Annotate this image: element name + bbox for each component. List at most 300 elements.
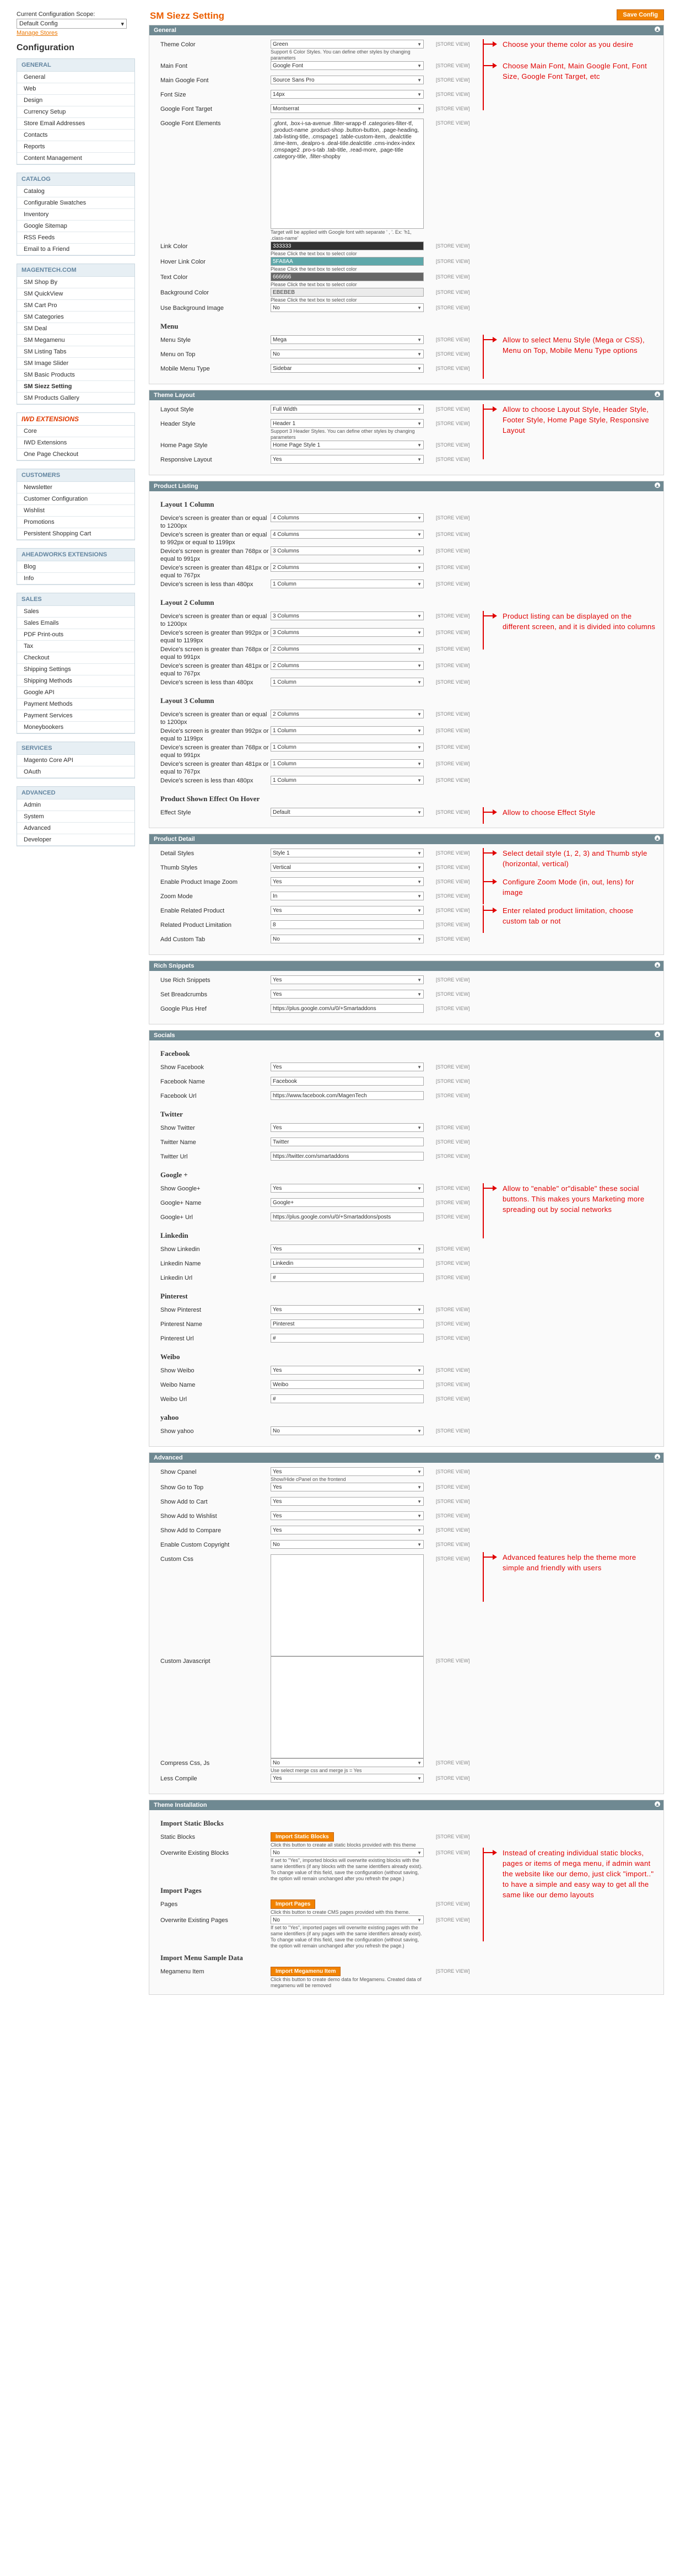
select-field[interactable] xyxy=(271,808,424,817)
field-label: Show Go to Top xyxy=(160,1484,204,1491)
scope-tag: [STORE VIEW] xyxy=(436,457,470,462)
field-control xyxy=(271,863,425,872)
text-input[interactable]: Pinterest xyxy=(271,1319,424,1328)
select-field[interactable] xyxy=(271,906,424,915)
select-field[interactable] xyxy=(271,743,424,752)
arrow-right-icon xyxy=(483,812,496,813)
sidebar-group-title: SERVICES xyxy=(17,742,134,755)
sidebar-item[interactable]: RSS Feeds xyxy=(17,232,134,244)
sidebar-item[interactable]: Magento Core API xyxy=(17,755,134,766)
field-label: Show Weibo xyxy=(160,1367,195,1374)
sidebar-item[interactable]: Customer Configuration xyxy=(17,493,134,505)
select-field[interactable] xyxy=(271,1774,424,1783)
sidebar-item[interactable]: Info xyxy=(17,573,134,584)
text-input[interactable]: Facebook xyxy=(271,1077,424,1086)
sidebar-item[interactable]: SM Siezz Setting xyxy=(17,381,134,393)
select-value: Yes xyxy=(273,1484,282,1490)
select-field[interactable] xyxy=(271,759,424,768)
arrow-right-icon xyxy=(483,1557,496,1558)
section-title: Rich Snippets xyxy=(154,963,195,969)
sidebar-item[interactable]: Google API xyxy=(17,687,134,699)
select-field[interactable] xyxy=(271,335,424,344)
section-title: Theme Installation xyxy=(154,1802,207,1808)
select-field[interactable] xyxy=(271,61,424,70)
field-label: Megamenu Item xyxy=(160,1968,204,1975)
field-label: Background Color xyxy=(160,289,209,296)
scope-tag: [STORE VIEW] xyxy=(436,1484,470,1490)
scope-tag: [STORE VIEW] xyxy=(436,532,470,537)
sidebar-item[interactable]: Newsletter xyxy=(17,482,134,493)
field-note: Please Click the text box to select color xyxy=(271,297,357,303)
sidebar-group xyxy=(17,593,135,734)
field-label: Google+ Name xyxy=(160,1200,202,1206)
sidebar-item[interactable]: General xyxy=(17,72,134,83)
collapse-icon[interactable]: ▴ xyxy=(655,1801,660,1807)
section-header[interactable] xyxy=(149,961,663,971)
google-font-elements-textarea[interactable]: .gfont, .box-i-sa-avenue .filter-wrapp-tf .categories-filter-tf, .product-name .product-shop .button-button, .page-heading, .tab-listing-title, .cmspage1 .table-custom-item, .dealctitle .time-item, .dealpro-s .deal-title.dealctitle .cms-index-index .cmspage2 .pro-s-tab .tab-title, .read-more, .page-title .category-title, .filter-shopby xyxy=(271,119,424,229)
select-value: Yes xyxy=(273,1185,282,1192)
config-row xyxy=(160,990,657,1004)
config-row xyxy=(160,975,657,990)
sidebar-item[interactable]: Shipping Settings xyxy=(17,664,134,675)
field-note: Support 3 Header Styles. You can define other styles by changing parameters xyxy=(271,428,415,440)
sidebar-item[interactable]: SM Products Gallery xyxy=(17,393,134,404)
collapse-icon[interactable]: ▴ xyxy=(655,391,660,397)
scope-tag: [STORE VIEW] xyxy=(436,1093,470,1098)
sidebar-item[interactable]: Payment Services xyxy=(17,710,134,722)
sidebar-item[interactable]: Moneybookers xyxy=(17,722,134,733)
sidebar-item[interactable]: Tax xyxy=(17,641,134,652)
field-control xyxy=(271,645,425,653)
custom-css-textarea[interactable] xyxy=(271,1554,424,1656)
field-control xyxy=(271,1899,425,1915)
sidebar-item[interactable]: Email to a Friend xyxy=(17,244,134,255)
section-header[interactable] xyxy=(149,481,663,491)
import-static-blocks-button[interactable]: Import Static Blocks xyxy=(271,1832,334,1842)
field-control xyxy=(271,90,425,99)
chevron-down-icon: ▼ xyxy=(417,613,422,619)
field-control xyxy=(271,1077,425,1086)
section-header[interactable] xyxy=(149,1031,663,1040)
annotation xyxy=(490,1848,656,1941)
scope-tag: [STORE VIEW] xyxy=(436,1850,470,1855)
select-value: No xyxy=(273,1917,280,1923)
select-field[interactable] xyxy=(271,1526,424,1534)
field-control xyxy=(271,1004,425,1013)
scope-tag: [STORE VIEW] xyxy=(436,1078,470,1084)
field-control xyxy=(271,579,425,588)
collapse-icon[interactable]: ▴ xyxy=(655,835,660,841)
select-field[interactable] xyxy=(271,863,424,872)
config-row xyxy=(160,1319,657,1334)
field-label: Effect Style xyxy=(160,809,191,816)
text-input[interactable]: Weibo xyxy=(271,1380,424,1389)
scope-tag: [STORE VIEW] xyxy=(436,1307,470,1312)
subsection-heading: Google + xyxy=(160,1171,188,1179)
text-input[interactable]: https://plus.google.com/u/0/+Smartaddons/posts xyxy=(271,1212,424,1221)
field-label: Show Facebook xyxy=(160,1064,204,1071)
sidebar-item[interactable]: Catalog xyxy=(17,186,134,197)
sidebar-item[interactable]: Store Email Addresses xyxy=(17,118,134,130)
select-value: Yes xyxy=(273,1246,282,1252)
select-field[interactable] xyxy=(271,350,424,358)
select-field[interactable] xyxy=(271,628,424,637)
field-note: Please Click the text box to select color xyxy=(271,282,357,287)
select-field[interactable] xyxy=(271,455,424,464)
field-label: Twitter Name xyxy=(160,1139,196,1146)
select-field[interactable] xyxy=(271,1366,424,1375)
color-input[interactable]: EBEBEB xyxy=(271,288,424,297)
sidebar-item[interactable]: SM Megamenu xyxy=(17,335,134,346)
field-control xyxy=(271,661,425,670)
config-row xyxy=(160,579,657,594)
config-row xyxy=(160,513,657,530)
field-label: Show Add to Cart xyxy=(160,1499,208,1505)
select-field[interactable] xyxy=(271,1848,424,1857)
color-input[interactable]: 666666 xyxy=(271,272,424,281)
scope-tag: [STORE VIEW] xyxy=(436,337,470,342)
scope-tag: [STORE VIEW] xyxy=(436,581,470,587)
scope-tag: [STORE VIEW] xyxy=(436,1542,470,1547)
sidebar-item[interactable]: Persistent Shopping Cart xyxy=(17,528,134,540)
import-pages-button[interactable]: Import Pages xyxy=(271,1899,315,1909)
sidebar-item[interactable]: Advanced xyxy=(17,823,134,834)
field-control xyxy=(271,1137,425,1146)
sidebar-group xyxy=(17,58,135,165)
chevron-down-icon: ▼ xyxy=(417,991,422,997)
subsection-heading: Layout 2 Column xyxy=(160,598,214,607)
sidebar-item[interactable]: Sales xyxy=(17,606,134,618)
select-field[interactable] xyxy=(271,1483,424,1491)
field-label: Zoom Mode xyxy=(160,893,193,900)
sidebar-item[interactable]: Reports xyxy=(17,141,134,153)
config-row xyxy=(160,1656,657,1758)
field-label: Device's screen is less than 480px xyxy=(160,581,253,588)
select-field[interactable] xyxy=(271,419,424,428)
manage-stores-link[interactable]: Manage Stores xyxy=(17,30,58,36)
field-control xyxy=(271,1198,425,1207)
sidebar-item[interactable]: Promotions xyxy=(17,517,134,528)
collapse-icon[interactable]: ▴ xyxy=(655,1454,660,1459)
scope-tag: [STORE VIEW] xyxy=(436,1006,470,1011)
field-label: Header Style xyxy=(160,421,196,427)
sidebar-item[interactable]: Design xyxy=(17,95,134,106)
chevron-down-icon: ▼ xyxy=(417,977,422,983)
field-control xyxy=(271,563,425,572)
collapse-icon[interactable]: ▴ xyxy=(655,482,660,488)
select-field[interactable] xyxy=(271,877,424,886)
select-field[interactable] xyxy=(271,1540,424,1549)
chevron-down-icon: ▼ xyxy=(417,565,422,570)
text-input[interactable]: 8 xyxy=(271,920,424,929)
text-input[interactable]: https://www.facebook.com/MagenTech xyxy=(271,1091,424,1100)
text-input[interactable]: # xyxy=(271,1334,424,1343)
sidebar-group-title: AHEADWORKS EXTENSIONS xyxy=(17,549,134,561)
scope-tag: [STORE VIEW] xyxy=(436,1834,470,1839)
section-header[interactable] xyxy=(149,1453,663,1463)
config-row xyxy=(160,530,657,546)
sidebar-item[interactable]: Contacts xyxy=(17,130,134,141)
chevron-down-icon: ▼ xyxy=(417,893,422,899)
select-field[interactable] xyxy=(271,1062,424,1071)
chevron-down-icon: ▼ xyxy=(417,630,422,635)
sidebar-item[interactable]: Inventory xyxy=(17,209,134,221)
select-value: 2 Columns xyxy=(273,662,299,669)
collapse-icon[interactable]: ▴ xyxy=(655,962,660,968)
sidebar-item[interactable]: SM Deal xyxy=(17,323,134,335)
select-field[interactable] xyxy=(271,849,424,857)
scope-tag: [STORE VIEW] xyxy=(436,1214,470,1220)
sidebar-item[interactable]: Configurable Swatches xyxy=(17,197,134,209)
sidebar-item[interactable]: Core xyxy=(17,426,134,437)
field-control xyxy=(271,1540,425,1549)
sidebar-item[interactable]: One Page Checkout xyxy=(17,449,134,460)
section-header[interactable] xyxy=(149,1800,663,1810)
field-label: Text Color xyxy=(160,274,188,281)
scope-tag: [STORE VIEW] xyxy=(436,1901,470,1907)
field-label: Related Product Limitation xyxy=(160,922,232,929)
field-note: Use select merge css and merge js = Yes xyxy=(271,1768,362,1773)
sidebar-item[interactable]: Currency Setup xyxy=(17,106,134,118)
text-input[interactable]: # xyxy=(271,1273,424,1282)
field-label: Show Cpanel xyxy=(160,1469,197,1475)
scope-tag: [STORE VIEW] xyxy=(436,1556,470,1561)
select-field[interactable] xyxy=(271,364,424,373)
scope-tag: [STORE VIEW] xyxy=(436,761,470,766)
select-value: 3 Columns xyxy=(273,613,299,619)
chevron-down-icon: ▼ xyxy=(417,366,422,371)
chevron-down-icon: ▼ xyxy=(417,744,422,750)
select-field[interactable] xyxy=(271,776,424,785)
sidebar-item[interactable]: Checkout xyxy=(17,652,134,664)
select-field[interactable] xyxy=(271,661,424,670)
text-input[interactable]: Google+ xyxy=(271,1198,424,1207)
field-label: Static Blocks xyxy=(160,1834,195,1840)
text-input[interactable]: https://plus.google.com/u/0/+Smartaddons xyxy=(271,1004,424,1013)
field-control xyxy=(271,920,425,929)
field-label: Device's screen is greater than or equal to 1200px xyxy=(160,515,267,529)
field-note: Target will be applied with Google font with separate ' , '. Ex: 'h1, .class-name' xyxy=(271,229,412,241)
select-field[interactable] xyxy=(271,1467,424,1476)
select-field[interactable] xyxy=(271,892,424,900)
subsection-heading: Weibo xyxy=(160,1353,180,1361)
field-label: Show Add to Wishlist xyxy=(160,1513,217,1520)
select-field[interactable] xyxy=(271,1305,424,1314)
subsection-heading: Import Menu Sample Data xyxy=(160,1954,243,1962)
field-control xyxy=(271,808,425,817)
config-section xyxy=(149,481,664,828)
scope-tag: [STORE VIEW] xyxy=(436,289,470,295)
sidebar-item[interactable]: SM Shop By xyxy=(17,277,134,288)
field-note: If set to "Yes", imported blocks will overwrite existing blocks with the same identifiers (if any blocks with the same identifiers already exist). To change value of this field, save the configuration (without saving, the option will remain unchanged after you refresh the page.) xyxy=(271,1858,423,1881)
sidebar-item[interactable]: OAuth xyxy=(17,766,134,778)
select-field[interactable] xyxy=(271,546,424,555)
field-control xyxy=(271,1319,425,1328)
select-value: 3 Columns xyxy=(273,629,299,636)
sidebar-item[interactable]: Payment Methods xyxy=(17,699,134,710)
sidebar-item[interactable]: PDF Print-outs xyxy=(17,629,134,641)
section-header[interactable] xyxy=(149,390,663,400)
config-row xyxy=(160,303,657,318)
select-value: Yes xyxy=(273,1527,282,1533)
select-value: Green xyxy=(273,41,288,47)
select-value: 1 Column xyxy=(273,777,296,783)
select-field[interactable] xyxy=(271,1426,424,1435)
scope-tag: [STORE VIEW] xyxy=(436,92,470,97)
select-field[interactable] xyxy=(271,1511,424,1520)
scope-tag: [STORE VIEW] xyxy=(436,259,470,264)
field-label: Custom Css xyxy=(160,1556,193,1563)
field-control xyxy=(271,1774,425,1783)
scope-tag: [STORE VIEW] xyxy=(436,893,470,899)
select-field[interactable] xyxy=(271,579,424,588)
sidebar-item[interactable]: Wishlist xyxy=(17,505,134,517)
sidebar-item[interactable]: Content Management xyxy=(17,153,134,164)
chevron-down-icon: ▼ xyxy=(417,548,422,554)
scope-tag: [STORE VIEW] xyxy=(436,406,470,412)
chevron-down-icon: ▼ xyxy=(417,1542,422,1547)
sidebar-item[interactable]: Blog xyxy=(17,561,134,573)
text-input[interactable]: https://twitter.com/smartaddons xyxy=(271,1152,424,1161)
field-control xyxy=(271,364,425,373)
scope-tag: [STORE VIEW] xyxy=(436,777,470,783)
select-field[interactable] xyxy=(271,726,424,735)
field-control xyxy=(271,1123,425,1132)
configuration-title: Configuration xyxy=(17,43,74,52)
config-row xyxy=(160,1123,657,1137)
chevron-down-icon: ▼ xyxy=(417,442,422,448)
field-label: Google Font Elements xyxy=(160,120,221,127)
chevron-down-icon: ▼ xyxy=(417,1125,422,1130)
collapse-icon[interactable]: ▴ xyxy=(655,26,660,32)
collapse-icon[interactable]: ▴ xyxy=(655,1032,660,1037)
custom-js-textarea[interactable] xyxy=(271,1656,424,1758)
section-header[interactable] xyxy=(149,25,663,35)
chevron-down-icon: ▾ xyxy=(121,20,124,28)
save-config-button[interactable]: Save Config xyxy=(617,9,664,20)
config-row xyxy=(160,1774,657,1788)
select-field[interactable] xyxy=(271,90,424,99)
select-field[interactable] xyxy=(271,975,424,984)
select-field[interactable] xyxy=(271,40,424,49)
select-field[interactable] xyxy=(271,935,424,943)
field-control xyxy=(271,1832,425,1848)
config-sections xyxy=(149,25,664,1995)
field-label: Facebook Url xyxy=(160,1093,197,1099)
scope-select[interactable] xyxy=(17,19,127,29)
select-field[interactable] xyxy=(271,303,424,312)
select-value: Source Sans Pro xyxy=(273,77,315,83)
sidebar-item[interactable]: IWD Extensions xyxy=(17,437,134,449)
select-field[interactable] xyxy=(271,104,424,113)
sidebar-item[interactable]: SM Basic Products xyxy=(17,369,134,381)
chevron-down-icon: ▼ xyxy=(417,106,422,111)
select-field[interactable] xyxy=(271,76,424,84)
select-field[interactable] xyxy=(271,405,424,414)
sidebar-item[interactable]: SM QuickView xyxy=(17,288,134,300)
arrow-right-icon xyxy=(483,1188,496,1189)
field-control xyxy=(271,1184,425,1193)
select-field[interactable] xyxy=(271,990,424,999)
select-field[interactable] xyxy=(271,645,424,653)
select-field[interactable] xyxy=(271,1123,424,1132)
select-field[interactable] xyxy=(271,513,424,522)
select-field[interactable] xyxy=(271,1915,424,1924)
select-field[interactable] xyxy=(271,1244,424,1253)
sidebar-item[interactable]: System xyxy=(17,811,134,823)
chevron-down-icon: ▼ xyxy=(417,421,422,426)
subsection-heading: Twitter xyxy=(160,1110,183,1118)
select-value: Header 1 xyxy=(273,420,296,427)
select-field[interactable] xyxy=(271,1184,424,1193)
scope-tag: [STORE VIEW] xyxy=(436,366,470,371)
select-field[interactable] xyxy=(271,530,424,539)
scope-tag: [STORE VIEW] xyxy=(436,305,470,310)
config-row xyxy=(160,776,657,790)
select-field[interactable] xyxy=(271,678,424,686)
sidebar-item[interactable]: SM Listing Tabs xyxy=(17,346,134,358)
sidebar-item[interactable]: SM Cart Pro xyxy=(17,300,134,312)
select-field[interactable] xyxy=(271,710,424,718)
sidebar-item[interactable]: Web xyxy=(17,83,134,95)
color-input[interactable]: 333333 xyxy=(271,242,424,250)
import-megamenu-button[interactable]: Import Megamenu Item xyxy=(271,1967,341,1976)
select-field[interactable] xyxy=(271,1758,424,1767)
text-input[interactable]: Linkedin xyxy=(271,1259,424,1268)
field-label: Device's screen is greater than or equal to 1200px xyxy=(160,711,267,726)
scope-tag: [STORE VIEW] xyxy=(436,908,470,913)
sidebar-item[interactable]: Admin xyxy=(17,799,134,811)
select-field[interactable] xyxy=(271,563,424,572)
select-value: 1 Column xyxy=(273,727,296,734)
field-label: Show Google+ xyxy=(160,1185,201,1192)
field-label: Less Compile xyxy=(160,1775,197,1782)
scope-tag: [STORE VIEW] xyxy=(436,646,470,652)
field-label: Add Custom Tab xyxy=(160,936,206,943)
sidebar-group-title: MAGENTECH.COM xyxy=(17,264,134,277)
sidebar-item[interactable]: Sales Emails xyxy=(17,618,134,629)
scope-tag: [STORE VIEW] xyxy=(436,1246,470,1252)
sidebar-group xyxy=(17,742,135,779)
select-value: Yes xyxy=(273,1367,282,1373)
sidebar-item[interactable]: SM Image Slider xyxy=(17,358,134,369)
chevron-down-icon: ▼ xyxy=(417,351,422,357)
chevron-down-icon: ▼ xyxy=(417,1499,422,1504)
select-field[interactable] xyxy=(271,1497,424,1506)
arrow-right-icon xyxy=(483,910,496,911)
select-field[interactable] xyxy=(271,611,424,620)
sidebar-item[interactable]: Google Sitemap xyxy=(17,221,134,232)
text-input[interactable]: Twitter xyxy=(271,1137,424,1146)
scope-tag: [STORE VIEW] xyxy=(436,977,470,983)
field-control xyxy=(271,1259,425,1268)
field-control xyxy=(271,776,425,785)
scope-tag: [STORE VIEW] xyxy=(436,120,470,126)
sidebar-item[interactable]: SM Categories xyxy=(17,312,134,323)
sidebar-item[interactable]: Developer xyxy=(17,834,134,846)
section-header[interactable] xyxy=(149,834,663,844)
subsection-heading: yahoo xyxy=(160,1413,179,1421)
text-input[interactable]: # xyxy=(271,1394,424,1403)
field-label: Google+ Url xyxy=(160,1214,193,1221)
field-control xyxy=(271,1394,425,1403)
field-control xyxy=(271,1334,425,1343)
field-control xyxy=(271,678,425,686)
select-field[interactable] xyxy=(271,441,424,449)
color-input[interactable]: 5FA8AA xyxy=(271,257,424,266)
scope-tag: [STORE VIEW] xyxy=(436,1917,470,1923)
sidebar-item[interactable]: Shipping Methods xyxy=(17,675,134,687)
